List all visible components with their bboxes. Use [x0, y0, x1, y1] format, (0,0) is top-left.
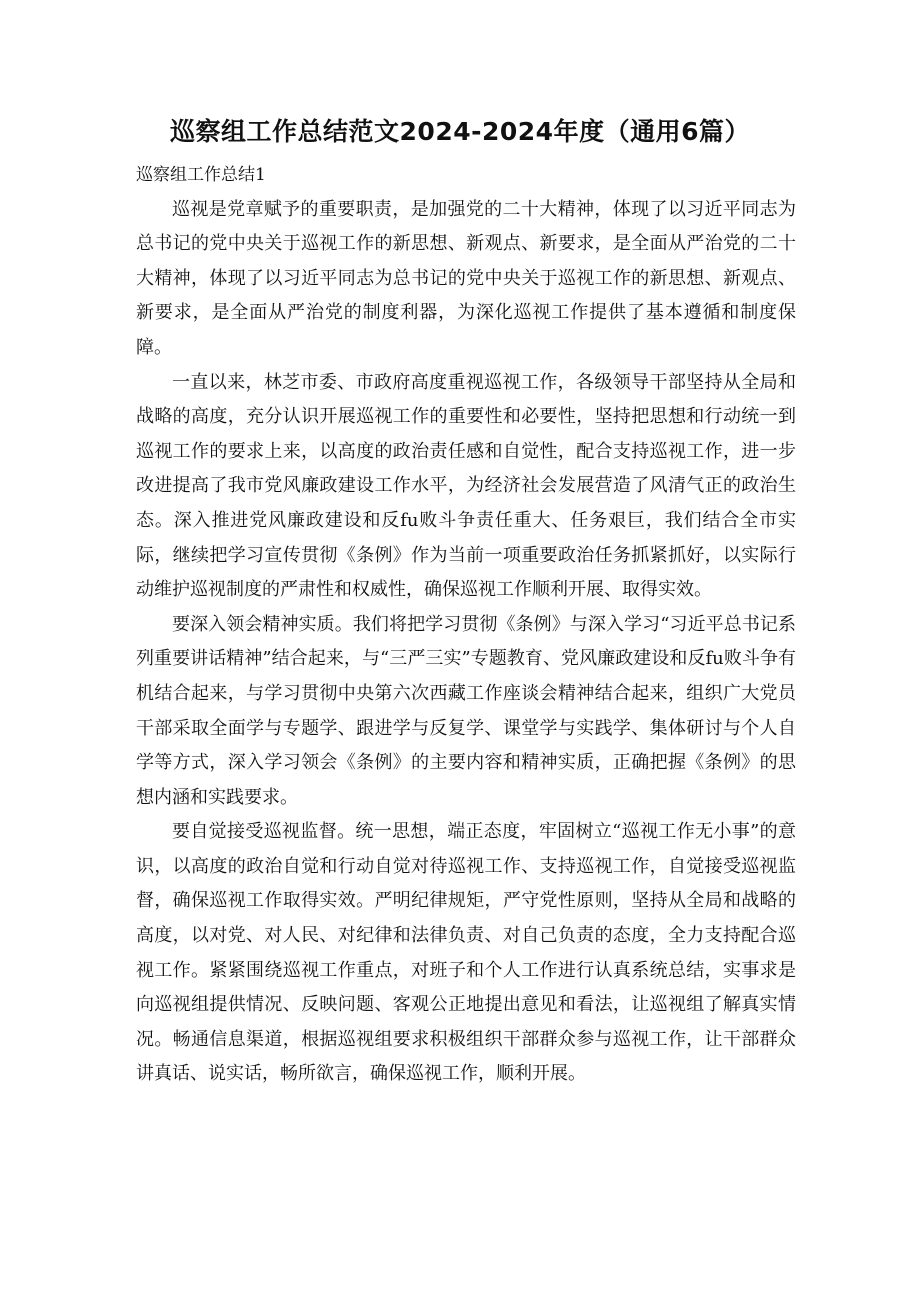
paragraph: 要深入领会精神实质。我们将把学习贯彻《条例》与深入学习“习近平总书记系列重要讲话精神”结合起来，与“三严三实”专题教育、党风廉政建设和反fu败斗争有机结合起来，与学习贯彻中央第六次西藏工作座谈会精神结合起来，组织广大党员干部采取全面学与专题学、跟进学与反复学、课堂学与实践学、集体研讨与个人自学等方式，深入学习领会《条例》的主要内容和精神实质，正确把握《条例》的思想内涵和实践要求。	[136, 613, 796, 808]
paragraph: 要自觉接受巡视监督。统一思想，端正态度，牢固树立“巡视工作无小事”的意识，以高度的政治自觉和行动自觉对待巡视工作、支持巡视工作，自觉接受巡视监督，确保巡视工作取得实效。严明纪律规矩，严守党性原则，坚持从全局和战略的高度，以对党、对人民、对纪律和法律负责、对自己负责的态度，全力支持配合巡视工作。紧紧围绕巡视工作重点，对班子和个人工作进行认真系统总结，实事求是向巡视组提供情况、反映问题、客观公正地提出意见和看法，让巡视组了解真实情况。畅通信息渠道，根据巡视组要求积极组织干部群众参与巡视工作，让干部群众讲真话、说实话，畅所欲言，确保巡视工作，顺利开展。	[136, 821, 796, 1085]
paragraph: 一直以来，林芝市委、市政府高度重视巡视工作，各级领导干部坚持从全局和战略的高度，充分认识开展巡视工作的重要性和必要性，坚持把思想和行动统一到巡视工作的要求上来，以高度的政治责任感和自觉性，配合支持巡视工作，进一步改进提高了我市党风廉政建设工作水平，为经济社会发展营造了风清气正的政治生态。深入推进党风廉政建设和反fu败斗争责任重大、任务艰巨，我们结合全市实际，继续把学习宣传贯彻《条例》作为当前一项重要政治任务抓紧抓好，以实际行动维护巡视制度的严肃性和权威性，确保巡视工作顺利开展、取得实效。	[136, 371, 796, 601]
paragraph: 巡视是党章赋予的重要职责，是加强党的二十大精神，体现了以习近平同志为总书记的党中央关于巡视工作的新思想、新观点、新要求，是全面从严治党的二十大精神，体现了以习近平同志为总书记的党中央关于巡视工作的新思想、新观点、新要求，是全面从严治党的制度利器，为深化巡视工作提供了基本遵循和制度保障。	[136, 198, 796, 358]
document-body	[136, 158, 796, 1092]
section-heading: 巡察组工作总结1	[136, 165, 266, 185]
document-title: 巡察组工作总结范文2024-2024年度（通用6篇）	[170, 117, 750, 146]
